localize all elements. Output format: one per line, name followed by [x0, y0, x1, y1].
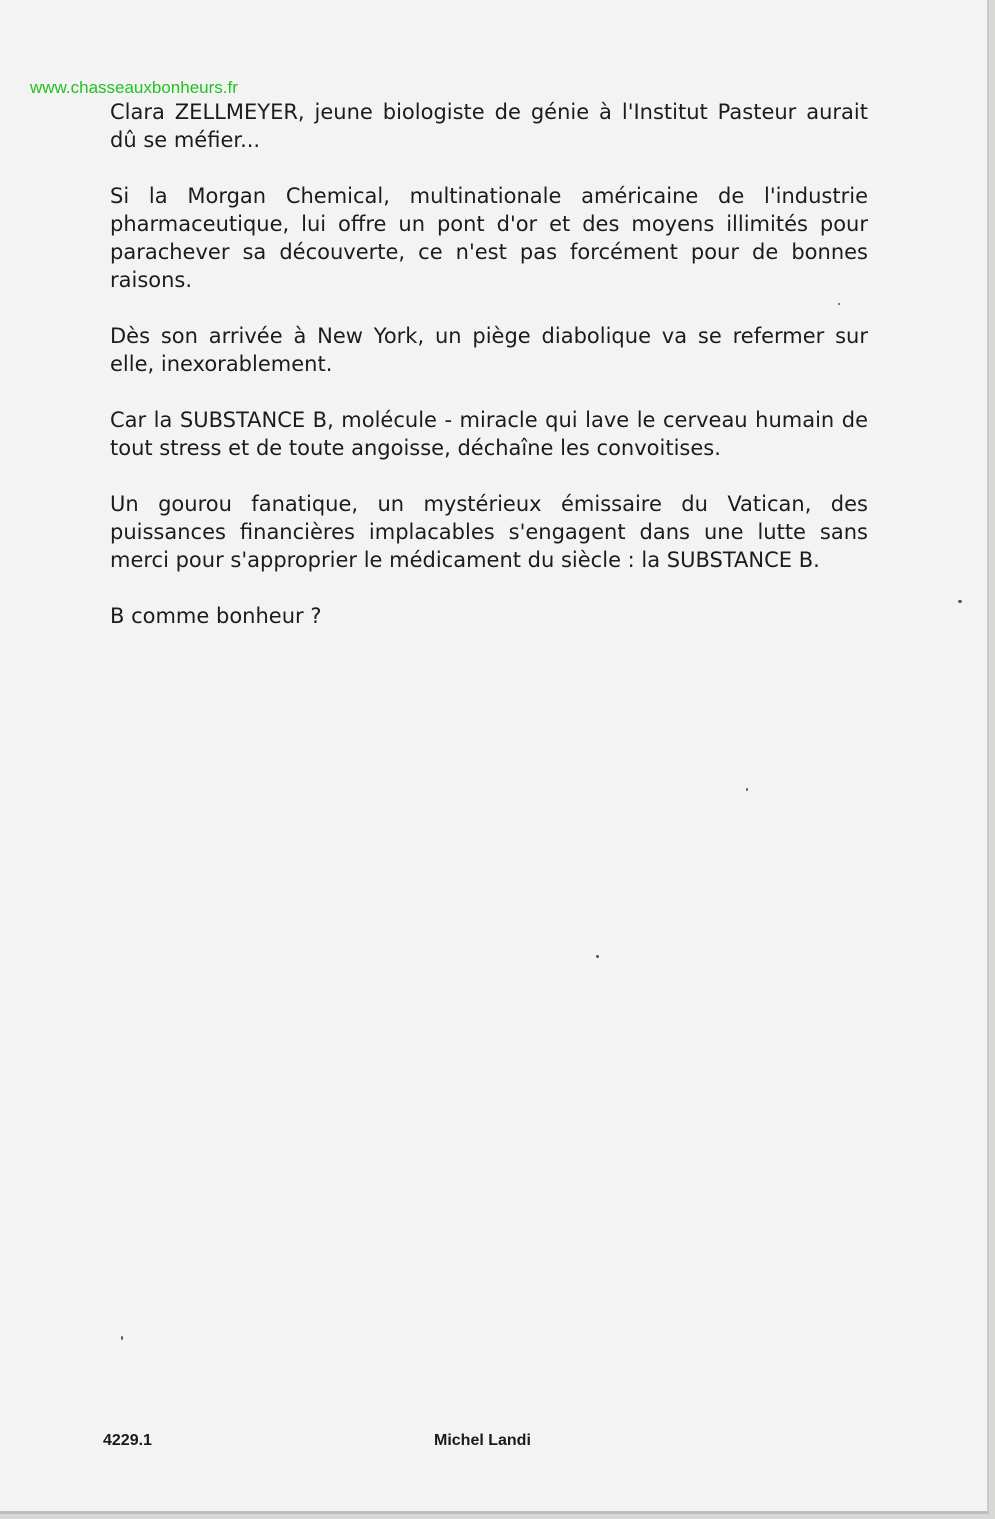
paper-speck	[746, 788, 748, 791]
blurb-paragraph: Un gourou fanatique, un mystérieux émissaire du Vatican, des puissances financières implacables s'engagent dans une lutte sans merci pour s'approprier le médicament du siècle : la SUBSTANCE B.	[110, 492, 868, 572]
blurb-paragraph: Car la SUBSTANCE B, molécule - miracle qui lave le cerveau humain de tout stress et de toute angoisse, déchaîne les convoitises.	[110, 408, 868, 460]
blurb-paragraph: Si la Morgan Chemical, multinationale américaine de l'industrie pharmaceutique, lui offre un pont d'or et des moyens illimités pour parachever sa découverte, ce n'est pas forcément pour de bonnes raisons.	[110, 184, 868, 292]
cover-credit: Michel Landi	[434, 1432, 531, 1449]
blurb-paragraph: Clara ZELLMEYER, jeune biologiste de génie à l'Institut Pasteur aurait dû se méfier...	[110, 100, 868, 152]
paper-speck	[958, 600, 962, 603]
catalog-number: 4229.1	[103, 1432, 152, 1449]
paper-speck	[596, 955, 599, 958]
paper-speck	[121, 1336, 123, 1340]
blurb-paragraph: B comme bonheur ?	[110, 604, 322, 628]
back-cover-blurb	[110, 98, 868, 630]
blurb-paragraph: Dès son arrivée à New York, un piège diabolique va se refermer sur elle, inexorablement.	[110, 324, 868, 376]
paper-speck	[838, 303, 840, 305]
watermark: www.chasseauxbonheurs.fr	[30, 78, 238, 97]
